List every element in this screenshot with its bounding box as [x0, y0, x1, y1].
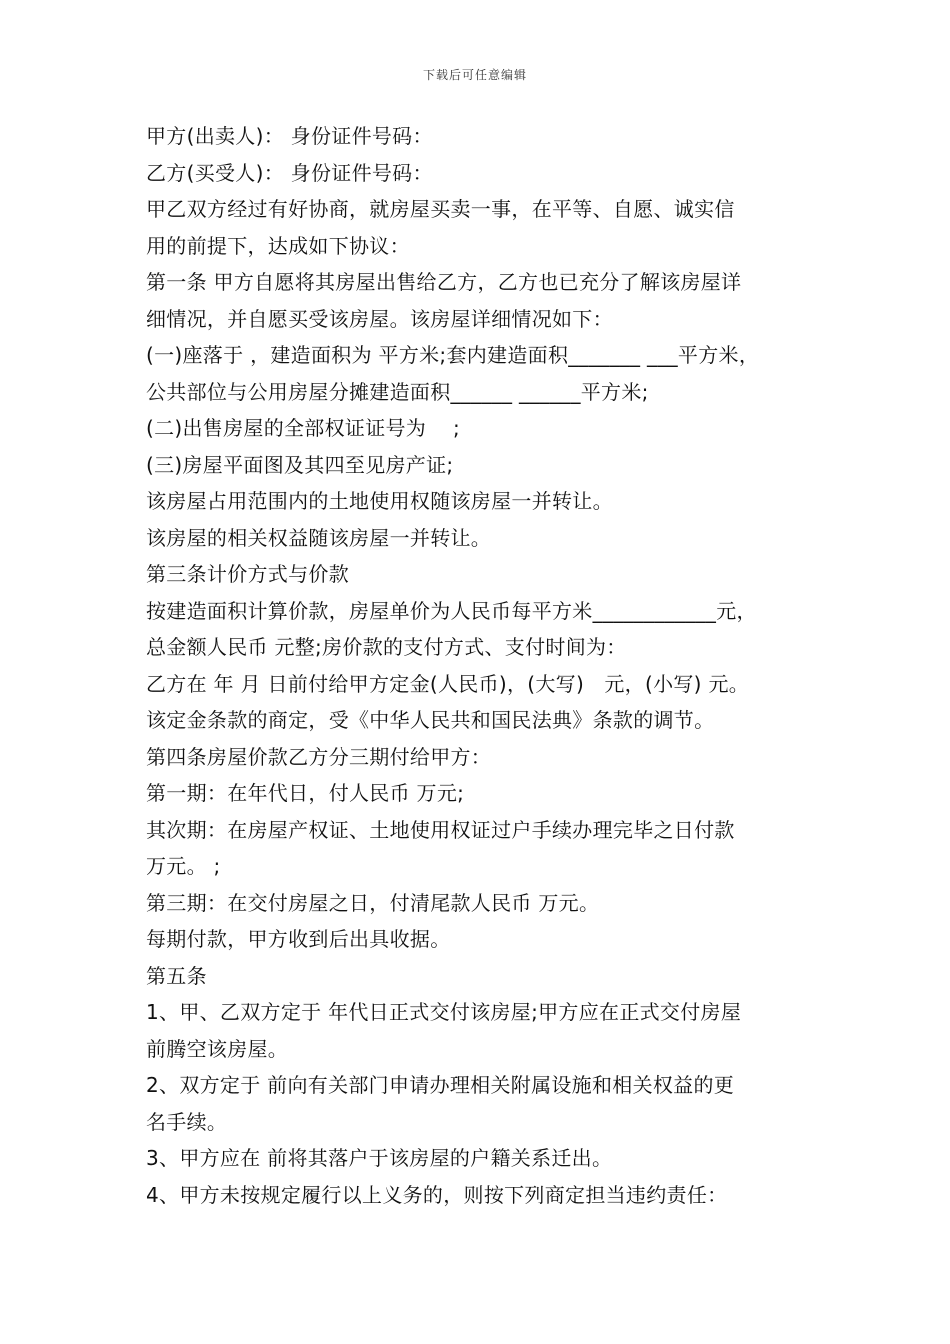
text-line: 乙方(买受人)： 身份证件号码：: [146, 160, 433, 185]
text-line: 细情况，并自愿买受该房屋。该房屋详细情况如下：: [146, 306, 613, 331]
text-line: 3、甲方应在 前将其落户于该房屋的户籍关系迁出。: [146, 1146, 613, 1170]
text-line: 第一期：在年代日，付人民币 万元;: [146, 781, 465, 805]
text-line: 该房屋占用范围内的土地使用权随该房屋一并转让。: [146, 489, 613, 513]
text-line: 甲乙双方经过有好协商，就房屋买卖一事，在平等、自愿、诚实信: [146, 197, 735, 221]
text-line: 用的前提下，达成如下协议：: [146, 233, 410, 258]
section-heading: 第四条房屋价款乙方分三期付给甲方：: [146, 744, 492, 769]
text-line: 4、甲方未按规定履行以上义务的，则按下列商定担当违约责任：: [146, 1182, 728, 1207]
text-line: 该房屋的相关权益随该房屋一并转让。: [146, 525, 492, 550]
header-note: 下载后可任意编辑: [422, 68, 527, 82]
section-heading: 第三条计价方式与价款: [146, 562, 349, 586]
text-line: 总金额人民币 元整;房价款的支付方式、支付时间为：: [146, 635, 627, 659]
text-line: 甲方(出卖人)： 身份证件号码：: [146, 124, 433, 148]
text-line: 按建造面积计算价款，房屋单价为人民币每平方米____________元，: [146, 598, 757, 623]
text-line: 万元。 ;: [146, 854, 221, 878]
text-line: 乙方在 年 月 日前付给甲方定金(人民币)，(大写) 元，(小写) 元。: [146, 671, 750, 696]
text-line: (一)座落于 ，建造面积为 平方米;套内建造面积_______ ___平方米，: [146, 343, 760, 367]
text-line: 名手续。: [146, 1109, 228, 1134]
text-line: 其次期：在房屋产权证、土地使用权证过户手续办理完毕之日付款: [146, 817, 735, 842]
text-line: 2、双方定于 前向有关部门申请办理相关附属设施和相关权益的更: [146, 1073, 735, 1097]
text-line: 前腾空该房屋。: [146, 1036, 289, 1061]
text-line: 每期付款，甲方收到后出具收据。: [146, 927, 451, 951]
text-line: 第一条 甲方自愿将其房屋出售给乙方，乙方也已充分了解该房屋详: [146, 270, 742, 294]
text-line: 公共部位与公用房屋分摊建造面积______ ______平方米;: [146, 379, 649, 404]
section-heading: 第五条: [146, 963, 207, 988]
text-line: 1、甲、乙双方定于 年代日正式交付该房屋;甲方应在正式交付房屋: [146, 1000, 742, 1024]
contract-body: [146, 118, 826, 1213]
text-line: (二)出售房屋的全部权证证号为 ;: [146, 416, 461, 440]
text-line: 该定金条款的商定，受《中华人民共和国民法典》条款的调节。: [146, 708, 715, 732]
text-line: (三)房屋平面图及其四至见房产证;: [146, 452, 454, 477]
text-line: 第三期：在交付房屋之日，付清尾款人民币 万元。: [146, 890, 600, 915]
